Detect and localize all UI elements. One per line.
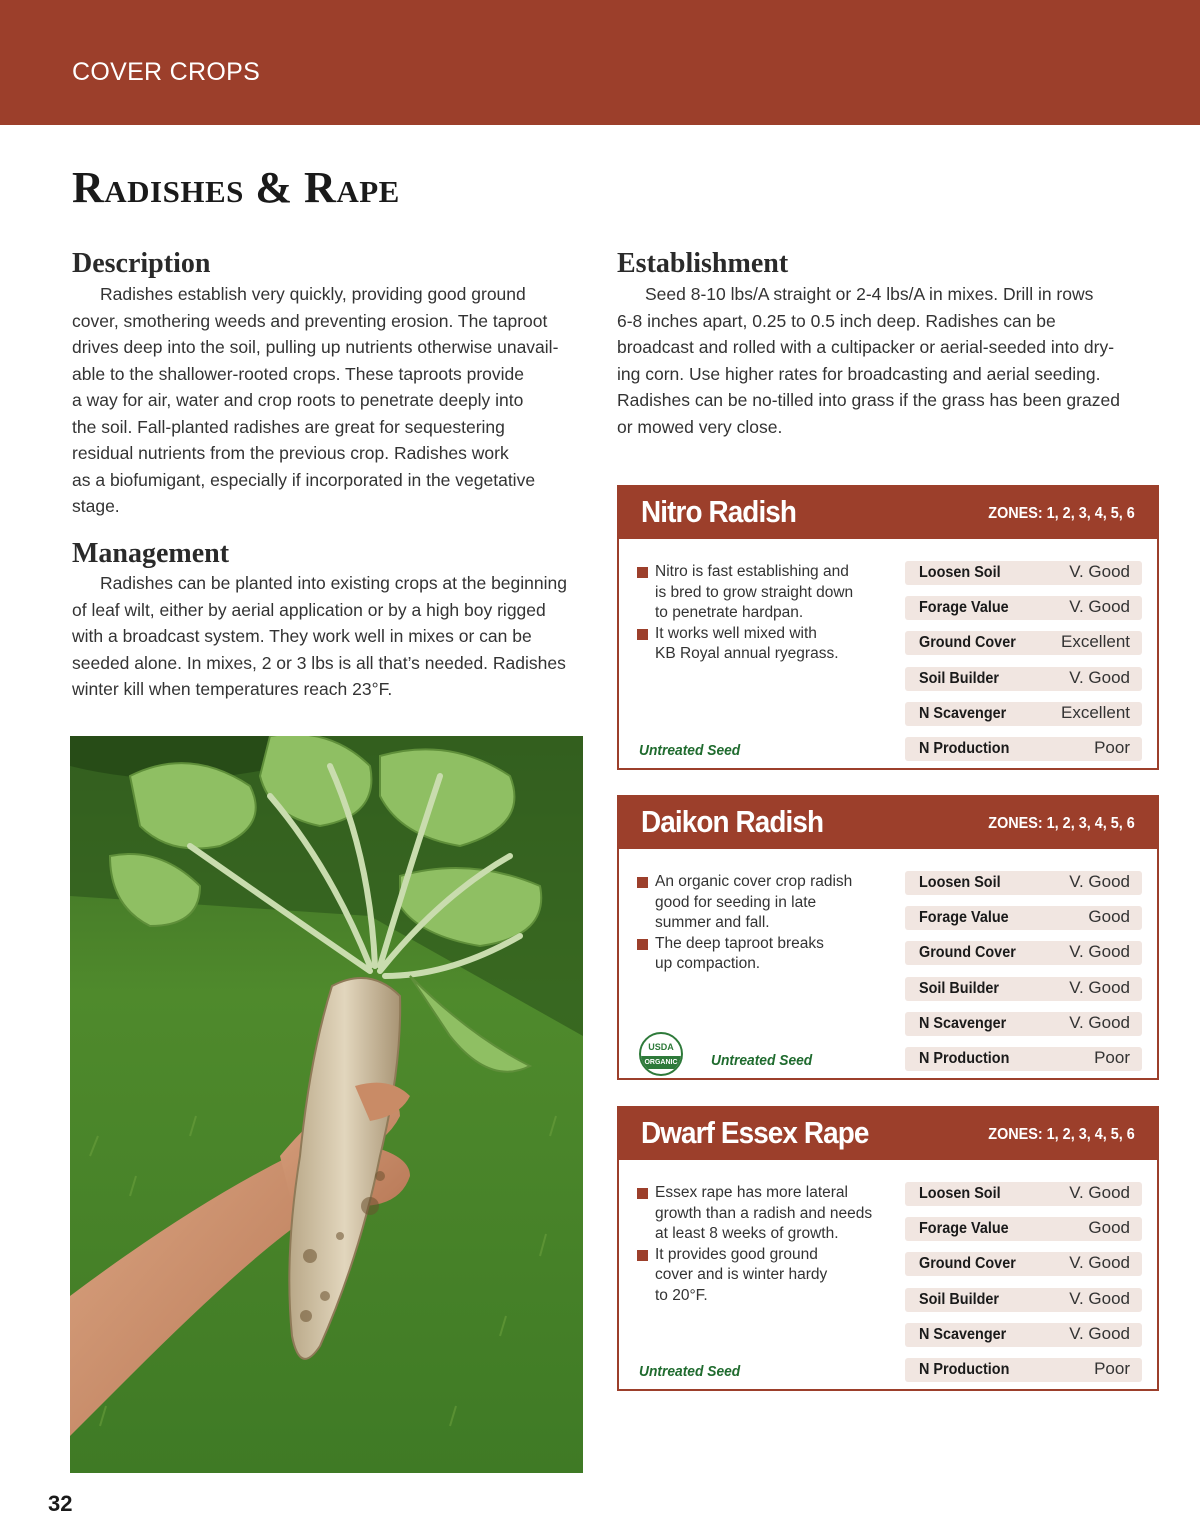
rating-row: N Scavenger V. Good (905, 1012, 1142, 1036)
note-item: It provides good ground cover and is winter hardy to 20°F. (633, 1245, 893, 1307)
text-line: or mowed very close. (617, 416, 783, 437)
usda-organic-icon: USDA ORGANIC (639, 1032, 683, 1076)
zones-label: ZONES: 1, 2, 3, 4, 5, 6 (988, 815, 1135, 832)
text-line: seeded alone. In mixes, 2 or 3 lbs is all that’s needed. Radishes (72, 652, 566, 673)
establishment-heading: Establishment (617, 248, 789, 279)
product-card-nitro-radish (617, 485, 1159, 770)
page-number: 32 (48, 1491, 73, 1516)
rating-row: Forage Value Good (905, 1217, 1142, 1241)
card-header (619, 487, 1157, 539)
note-item: The deep taproot breaks up compaction. (633, 934, 893, 975)
rating-row: Soil Builder V. Good (905, 1288, 1142, 1312)
note-item: Essex rape has more lateral growth than a radish and needs at least 8 weeks of growth. (633, 1183, 893, 1245)
rating-row: Loosen Soil V. Good (905, 561, 1142, 585)
description-heading: Description (72, 248, 211, 279)
product-name: Nitro Radish (641, 494, 797, 529)
ratings-table (905, 871, 1142, 1082)
seed-type-label: Untreated Seed (639, 1363, 741, 1380)
ratings-table (905, 1182, 1142, 1393)
product-name: Daikon Radish (641, 804, 824, 839)
bullet-square-icon (637, 1188, 648, 1199)
text-line: 6-8 inches apart, 0.25 to 0.5 inch deep. Radishes can be (617, 310, 1056, 331)
description-body (72, 281, 558, 520)
rating-row: N Scavenger Excellent (905, 702, 1142, 726)
rating-row: Soil Builder V. Good (905, 667, 1142, 691)
section-title: COVER CROPS (72, 58, 261, 86)
rating-row: Soil Builder V. Good (905, 977, 1142, 1001)
bullet-square-icon (637, 877, 648, 888)
text-line: cover, smothering weeds and preventing erosion. The taproot (72, 310, 548, 331)
card-header (619, 1108, 1157, 1160)
header-band (0, 0, 1200, 125)
ratings-table (905, 561, 1142, 772)
rating-row: Forage Value Good (905, 906, 1142, 930)
bullet-square-icon (637, 939, 648, 950)
product-notes (633, 872, 893, 975)
text-line: drives deep into the soil, pulling up nutrients otherwise unavail- (72, 337, 559, 357)
product-notes (633, 1183, 893, 1306)
card-header (619, 797, 1157, 849)
note-item: Nitro is fast establishing and is bred to grow straight down to penetrate hardpan. (633, 562, 893, 624)
note-item: It works well mixed with KB Royal annual ryegrass. (633, 624, 893, 665)
seed-type-label: Untreated Seed (639, 742, 741, 759)
text-line: Seed 8-10 lbs/A straight or 2-4 lbs/A in mixes. Drill in rows (645, 284, 1094, 304)
rating-row: Forage Value V. Good (905, 596, 1142, 620)
text-line: of leaf wilt, either by aerial application or by a high boy rigged (72, 599, 546, 620)
rating-row: Ground Cover V. Good (905, 1252, 1142, 1276)
product-notes (633, 562, 893, 665)
product-card-daikon-radish (617, 795, 1159, 1080)
radish-photo (70, 736, 583, 1473)
rating-row: N Scavenger V. Good (905, 1323, 1142, 1347)
bullet-square-icon (637, 567, 648, 578)
text-line: able to the shallower-rooted crops. These taproots provide (72, 363, 525, 384)
zones-label: ZONES: 1, 2, 3, 4, 5, 6 (988, 1126, 1135, 1143)
rating-row: N Production Poor (905, 1047, 1142, 1071)
management-heading: Management (72, 538, 230, 569)
rating-row: N Production Poor (905, 1358, 1142, 1382)
management-body (72, 570, 567, 703)
text-line: stage. (72, 496, 120, 516)
page-title: Radishes & Rape (72, 163, 400, 212)
product-card-dwarf-essex-rape (617, 1106, 1159, 1391)
product-name: Dwarf Essex Rape (641, 1115, 869, 1150)
bullet-square-icon (637, 1250, 648, 1261)
rating-row: N Production Poor (905, 737, 1142, 761)
text-line: broadcast and rolled with a cultipacker or aerial-seeded into dry- (617, 337, 1115, 357)
text-line: residual nutrients from the previous crop. Radishes work (72, 443, 509, 463)
establishment-body (617, 281, 1120, 440)
text-line: with a broadcast system. They work well in mixes or can be (72, 626, 532, 646)
text-line: ing corn. Use higher rates for broadcasting and aerial seeding. (617, 363, 1101, 384)
rating-row: Ground Cover V. Good (905, 941, 1142, 965)
rating-row: Loosen Soil V. Good (905, 871, 1142, 895)
zones-label: ZONES: 1, 2, 3, 4, 5, 6 (988, 505, 1135, 522)
text-line: a way for air, water and crop roots to penetrate deeply into (72, 390, 524, 410)
note-item: An organic cover crop radish good for seeding in late summer and fall. (633, 872, 893, 934)
text-line: winter kill when temperatures reach 23°F. (72, 679, 393, 699)
seed-type-label: Untreated Seed (711, 1052, 813, 1069)
text-line: Radishes can be no-tilled into grass if the grass has been grazed (617, 390, 1120, 410)
rating-row: Ground Cover Excellent (905, 631, 1142, 655)
text-line: Radishes can be planted into existing crops at the beginning (100, 573, 567, 593)
rating-row: Loosen Soil V. Good (905, 1182, 1142, 1206)
text-line: the soil. Fall-planted radishes are great for sequestering (72, 416, 505, 437)
bullet-square-icon (637, 629, 648, 640)
text-line: Radishes establish very quickly, providing good ground (100, 284, 526, 304)
text-line: as a biofumigant, especially if incorporated in the vegetative (72, 469, 536, 490)
